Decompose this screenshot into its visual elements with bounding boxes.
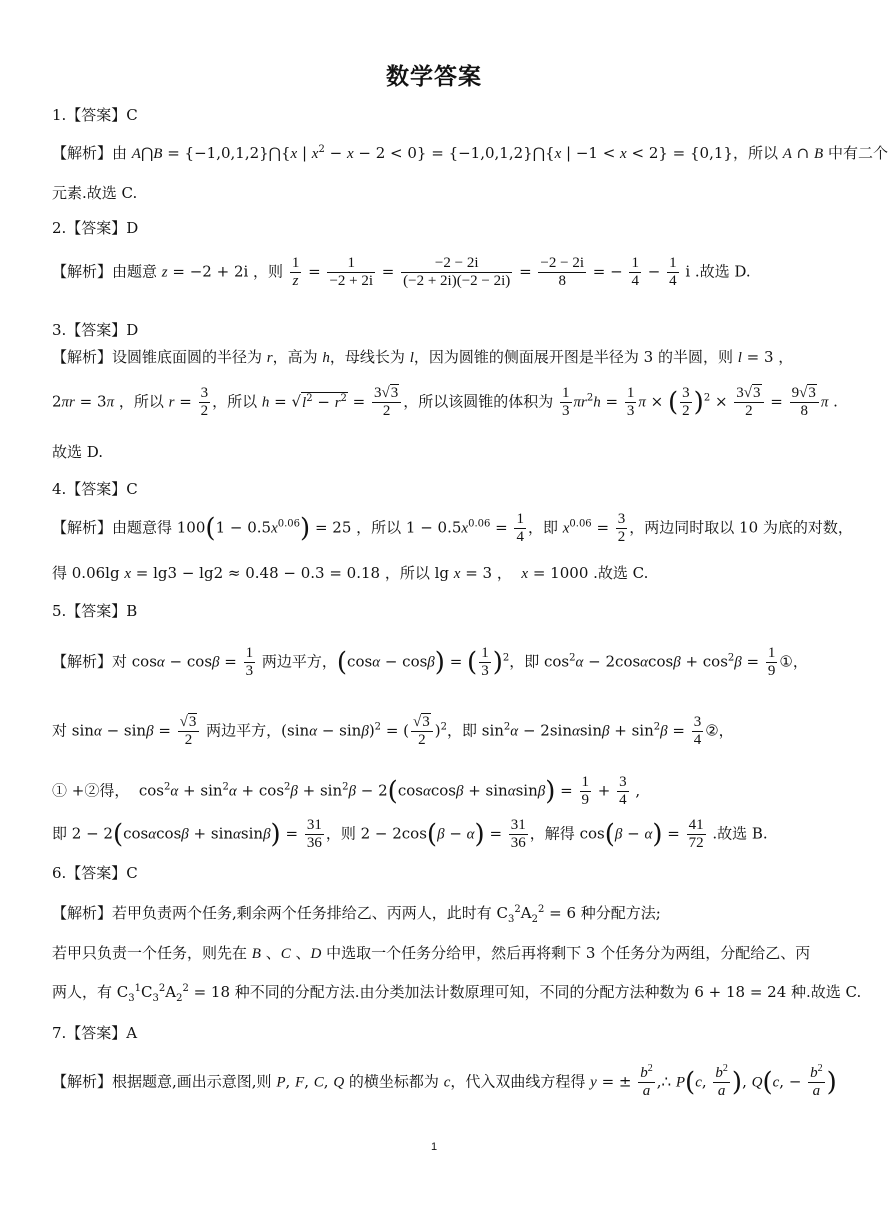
explanation-1-line-2: 元素.故选 C.	[52, 184, 138, 202]
answer-2-heading: 2.【答案】D	[52, 219, 139, 237]
explanation-1-line-1: 【解析】由 A⋂B = {−1,0,1,2}⋂{x | $x^2 - x - 2 < 0$} = {−1,0,1,2}⋂{x | −1 < x < 2} = {0,1}，所以 A ∩ B 中有二个	[52, 144, 888, 162]
explanation-4-line-1: 【解析】由题意得 $100(1 - 0.5x^{0.06}) = 25$ ，所以 $1 - 0.5x^{0.06}$ = $\frac{1}{4}$ ，即 $x^{0.06}$ = $\frac{3}{2}$ ，两边同时取以 10 为底的对数，	[52, 511, 853, 545]
explanation-3-line-1: 【解析】设圆锥底面圆的半径为 r，高为 h，母线长为 l，因为圆锥的侧面展开图是半径为 3 的半圆，则 l = 3 ，	[52, 348, 794, 366]
formula-text-mirror	[0, 0, 1, 1]
answer-6-heading: 6.【答案】C	[52, 864, 138, 882]
explanation-7-line-1: 【解析】根据题意,画出示意图,则 P, F, C, Q 的横坐标都为 c，代入双曲线方程得 y = ± $\frac{b^2}{a}$ ,∴ P(c, $\frac{b^2}{a}$ ), Q(c, − $\frac{b^2}{a}$ )	[52, 1063, 837, 1099]
answer-3-heading: 3.【答案】D	[52, 321, 139, 339]
explanation-4-line-2: 得 0.06lg x = lg3 − lg2 ≈ 0.48 − 0.3 = 0.18 ，所以 lg x = 3 ， x = 1000 .故选 C.	[52, 564, 649, 582]
page-title: 数学答案	[386, 64, 482, 90]
answer-4-heading: 4.【答案】C	[52, 480, 138, 498]
explanation-6-line-3: 两人，有 $C_3^1C_3^2A_2^2 = 18$ 种不同的分配方法.由分类加法计数原理可知，不同的分配方法种数为 6 + 18 = 24 种.故选 C.	[52, 983, 862, 1004]
answer-5-heading: 5.【答案】B	[52, 602, 138, 620]
answer-7-heading: 7.【答案】A	[52, 1024, 138, 1042]
explanation-2-line-1: 【解析】由题意 z = −2 + 2i ，则 $\frac{1}{z}$ = $\frac{1}{-2 + 2i}$ = $\frac{-2 - 2i}{(-2 + 2i)(-2 - 2i)}$ = $\frac{-2 - 2i}{8}$ = − $\frac{1}{4}$ − $\frac{1}{4}$ i .故选 D.	[52, 255, 751, 289]
explanation-5-line-1: 【解析】对 cosα − cosβ = $\frac{1}{3}$ 两边平方，(cosα − cosβ) = ( $\frac{1}{3}$ )$^2$，即 $\cos^2\alpha - 2\cos\alpha\cos\beta + \cos^2\beta$ = $\frac{1}{9}$ ①，	[52, 645, 808, 679]
explanation-5-line-4: 即 2 − 2(cosαcosβ + sinαsinβ) = $\frac{31}{36}$ ，则 2 − 2cos(β − α) = $\frac{31}{36}$ ，解得 cos(β − α) = $\frac{41}{72}$ .故选 B.	[52, 817, 768, 851]
explanation-6-line-1: 【解析】若甲负责两个任务,剩余两个任务排给乙、丙两人，此时有 $C_3^2A_2^2 = 6$ 种分配方法;	[52, 904, 661, 925]
explanation-5-line-2: 对 sinα − sinβ = $\frac{√3}{2}$ 两边平方，$(\sin\alpha - \sin\beta)^2$ = ( $\frac{√3}{2}$ )$^2$，即 $\sin^2\alpha - 2\sin\alpha\sin\beta + \sin^2\beta$ = $\frac{3}{4}$ ②，	[52, 714, 734, 748]
explanation-3-line-2: 2πr = 3π ，所以 r = $\frac{3}{2}$ ，所以 $h = √l^2 - r^2$ = $\frac{3√3}{2}$ ，所以该圆锥的体积为 $\frac{1}{3}$ $\pi r^2h$ = $\frac{1}{3}$ π × ( $\frac{3}{2}$ )$^2$ × $\frac{3√3}{2}$ = $\frac{9√3}{8}$ π .	[52, 385, 838, 419]
explanation-5-line-3: ① +②得， $\cos^2\alpha + \sin^2\alpha + \cos^2\beta + \sin^2\beta - 2(\cos\alpha\cos\beta + \sin\alpha\sin\beta)$ = $\frac{1}{9}$ + $\frac{3}{4}$ ,	[52, 774, 641, 808]
answer-1-heading: 1.【答案】C	[52, 106, 138, 124]
explanation-6-line-2: 若甲只负责一个任务，则先在 B 、C 、D 中选取一个任务分给甲，然后再将剩下 3 个任务分为两组，分配给乙、丙	[52, 944, 811, 962]
page-number: 1	[430, 1141, 438, 1153]
explanation-3-line-3: 故选 D.	[52, 443, 104, 461]
